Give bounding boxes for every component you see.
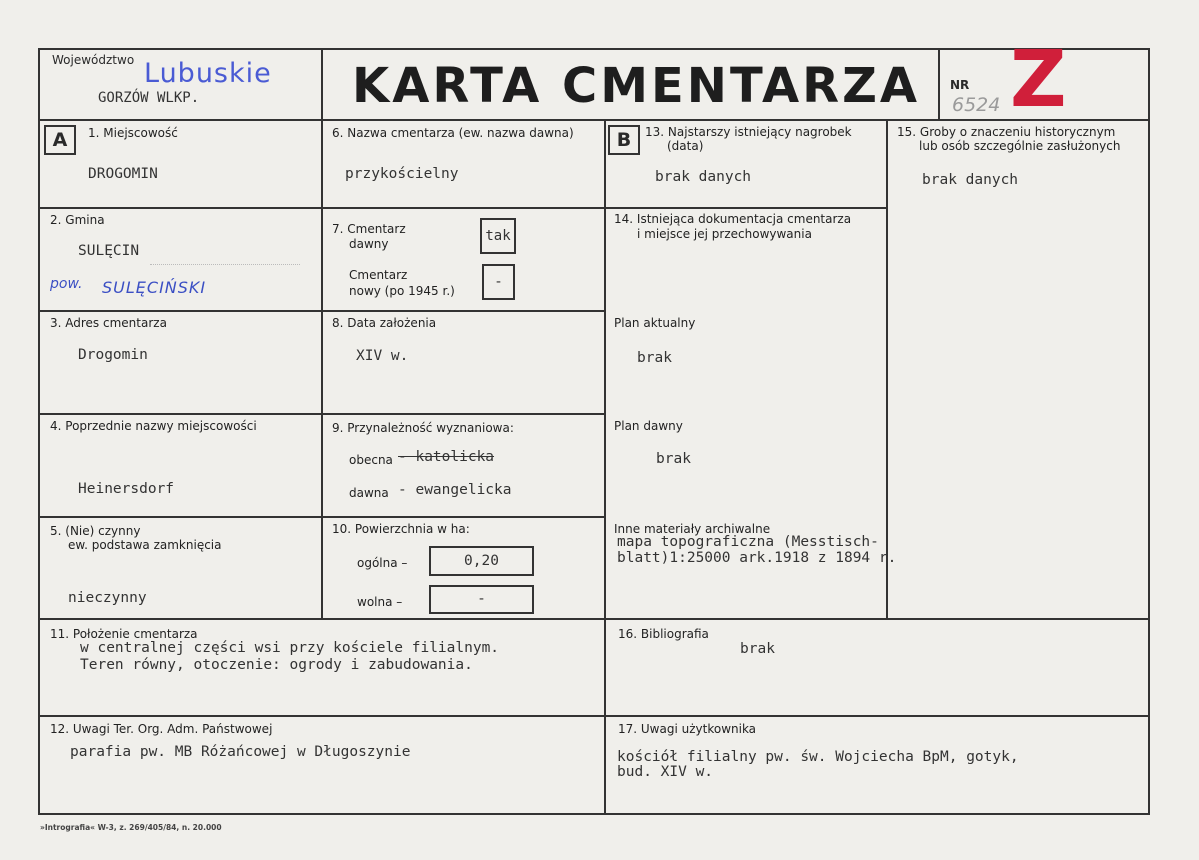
gmina-label: 2. Gmina (50, 213, 105, 227)
divider (38, 715, 1150, 717)
frame-right (1148, 48, 1150, 815)
divider (886, 119, 888, 619)
divider (38, 516, 606, 518)
ogolna-label: ogólna – (357, 556, 408, 570)
divider (604, 207, 888, 209)
nr-red-mark: Z (1010, 35, 1067, 125)
divider (938, 48, 940, 120)
cmentarz-dawny-box: tak (480, 218, 516, 254)
adres-value: Drogomin (78, 347, 148, 363)
inne-materialy-line-1: mapa topograficzna (Messtisch- (617, 534, 879, 550)
uwagi-uzytkownika-line-1: kościół filialny pw. św. Wojciecha BpM, gotyk, (617, 749, 1019, 765)
nazwa-label: 6. Nazwa cmentarza (ew. nazwa dawna) (332, 126, 574, 140)
przynaleznosc-label: 9. Przynależność wyznaniowa: (332, 421, 514, 435)
section-a-marker: A (44, 125, 76, 155)
wojewodztwo-stamp: Lubuskie (144, 58, 272, 89)
nagrobek-sublabel: (data) (667, 139, 704, 153)
czynny-sublabel: ew. podstawa zamknięcia (68, 538, 222, 552)
wojewodztwo-old-value: GORZÓW WLKP. (98, 90, 200, 106)
miejscowosc-value: DROGOMIN (88, 166, 158, 182)
uwagi-ter-label: 12. Uwagi Ter. Org. Adm. Państwowej (50, 722, 273, 736)
cmentarz-nowy-box: - (482, 264, 515, 300)
poprzednie-label: 4. Poprzednie nazwy miejscowości (50, 419, 257, 433)
divider (38, 413, 606, 415)
nr-handwritten: 6524 (952, 94, 1001, 116)
wolna-box: - (429, 585, 534, 614)
plan-dawny-label: Plan dawny (614, 419, 683, 433)
dokumentacja-sublabel: i miejsce jej przechowywania (637, 227, 812, 241)
poprzednie-value: Heinersdorf (78, 481, 175, 497)
bibliografia-label: 16. Bibliografia (618, 627, 709, 641)
cmentarz-nowy-label: Cmentarz (349, 268, 408, 282)
uwagi-ter-value: parafia pw. MB Różańcowej w Długoszynie (70, 744, 411, 760)
divider (38, 119, 1150, 121)
dawna-label: dawna (349, 486, 389, 500)
nagrobek-value: brak danych (655, 169, 752, 185)
bibliografia-value: brak (740, 641, 775, 657)
adres-label: 3. Adres cmentarza (50, 316, 167, 330)
cmentarz-dawny-sublabel: dawny (349, 237, 389, 251)
uwagi-uzytkownika-label: 17. Uwagi użytkownika (618, 722, 757, 736)
print-info: »Intrografia« W-3, z. 269/405/84, n. 20.000 (40, 823, 222, 832)
cmentarz-nowy-sublabel: nowy (po 1945 r.) (349, 284, 455, 298)
data-zalozenia-value: XIV w. (356, 348, 409, 364)
card-title: KARTA CMENTARZA (352, 58, 921, 114)
wolna-label: wolna – (357, 595, 403, 609)
czynny-value: nieczynny (68, 590, 147, 606)
divider (604, 119, 606, 815)
groby-sublabel: lub osób szczególnie zasłużonych (919, 139, 1121, 153)
nazwa-value: przykościelny (345, 166, 459, 182)
obecna-value: - katolicka (398, 449, 495, 465)
czynny-label: 5. (Nie) czynny (50, 524, 141, 538)
plan-dawny-value: brak (656, 451, 691, 467)
uwagi-uzytkownika-line-2: bud. XIV w. (617, 764, 714, 780)
plan-aktualny-label: Plan aktualny (614, 316, 696, 330)
groby-label: 15. Groby o znaczeniu historycznym (897, 125, 1116, 139)
frame-left (38, 48, 40, 815)
data-zalozenia-label: 8. Data założenia (332, 316, 437, 330)
dawna-value: - ewangelicka (398, 482, 512, 498)
nagrobek-label: 13. Najstarszy istniejący nagrobek (645, 125, 852, 139)
polozenie-line-1: w centralnej części wsi przy kościele filialnym. (80, 640, 500, 656)
frame-bottom (38, 813, 1150, 815)
dokumentacja-label: 14. Istniejąca dokumentacja cmentarza (614, 212, 852, 226)
powiat-value: SULĘCIŃSKI (102, 278, 207, 297)
obecna-label: obecna (349, 453, 393, 467)
divider (38, 618, 1150, 620)
wojewodztwo-label: Województwo (52, 53, 135, 67)
nr-label: NR (950, 78, 970, 92)
section-b-marker: B (608, 125, 640, 155)
divider (38, 207, 606, 209)
plan-aktualny-value: brak (637, 350, 672, 366)
gmina-dotted-line (150, 264, 300, 265)
inne-materialy-label: Inne materiały archiwalne (614, 522, 771, 536)
powierzchnia-label: 10. Powierzchnia w ha: (332, 522, 470, 536)
ogolna-box: 0,20 (429, 546, 534, 576)
gmina-value: SULĘCIN (78, 243, 140, 259)
divider (321, 48, 323, 120)
inne-materialy-line-2: blatt)1:25000 ark.1918 z 1894 r. (617, 550, 897, 566)
divider (321, 119, 323, 619)
divider (38, 310, 606, 312)
powiat-prefix: pow. (50, 276, 83, 292)
polozenie-line-2: Teren równy, otoczenie: ogrody i zabudowania. (80, 657, 473, 673)
frame-top (38, 48, 1150, 50)
groby-value: brak danych (922, 172, 1019, 188)
polozenie-label: 11. Położenie cmentarza (50, 627, 198, 641)
cmentarz-dawny-label: 7. Cmentarz (332, 222, 406, 236)
miejscowosc-label: 1. Miejscowość (88, 126, 178, 140)
